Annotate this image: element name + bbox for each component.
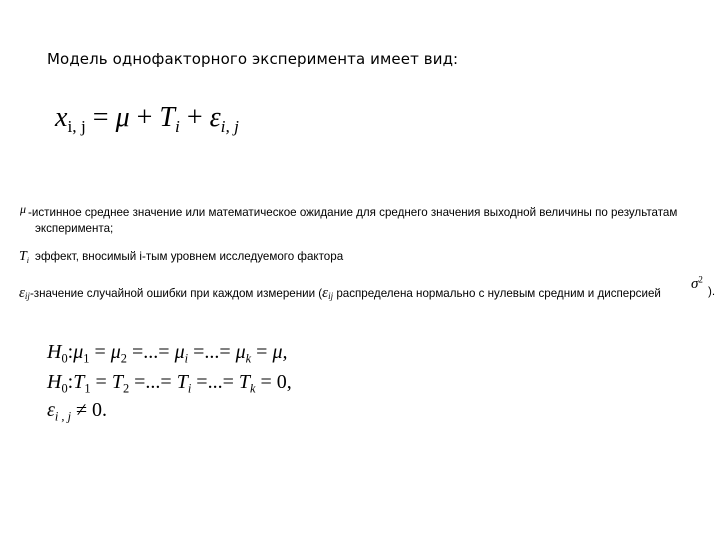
eps-text-a: -значение случайной ошибки при каждом измерении (	[29, 287, 323, 300]
formula-eq: =	[85, 102, 116, 133]
mu-text-line2: эксперимента;	[35, 222, 114, 235]
mu-description	[20, 204, 720, 237]
hypothesis-mu: $H_0:\mu_1 = \mu_2$ =...= $\mu_i$ =...= $\mu_k = \mu$,	[47, 341, 288, 366]
hypothesis-eps: $\varepsilon_{i , j} \ne 0$.	[47, 399, 108, 424]
formula-mu: μ	[115, 102, 130, 133]
formula-x: x	[55, 102, 68, 133]
hypothesis-t: $H_0:T_1 = T_2$ =...= $T_i$ =...= $T_k = 0$,	[47, 371, 292, 396]
eps-symbol: $\varepsilon_{ij}$	[19, 285, 30, 301]
formula-plus1: +	[129, 102, 160, 133]
closing-paren: ).	[708, 285, 716, 298]
mu-text-line1: -истинное среднее значение или математическое ожидание для среднего значения выходной величины по результатам	[28, 206, 678, 219]
eps-symbol-inline: $\varepsilon_{ij}$	[322, 285, 334, 301]
formula-t-sub: i	[175, 117, 180, 137]
formula-eps: ε	[209, 102, 221, 133]
slide-title: Модель однофакторного эксперимента имеет вид:	[47, 50, 459, 68]
model-formula	[55, 101, 239, 135]
formula-plus2: +	[179, 102, 210, 133]
sigma-squared: $\sigma^2$	[691, 274, 703, 292]
mu-symbol: μ	[20, 202, 27, 216]
formula-t: T	[159, 102, 175, 133]
eps-text-b: распределена нормально с нулевым средним и дисперсией	[333, 287, 661, 300]
t-text: эффект, вносимый i-тым уровнем исследуемого фактора	[35, 250, 344, 263]
eps-description	[19, 285, 661, 302]
formula-x-sub: i, j	[67, 117, 86, 137]
t-symbol: $T_i$	[19, 249, 30, 265]
t-description	[19, 249, 343, 265]
formula-eps-sub: i, j	[220, 117, 239, 137]
